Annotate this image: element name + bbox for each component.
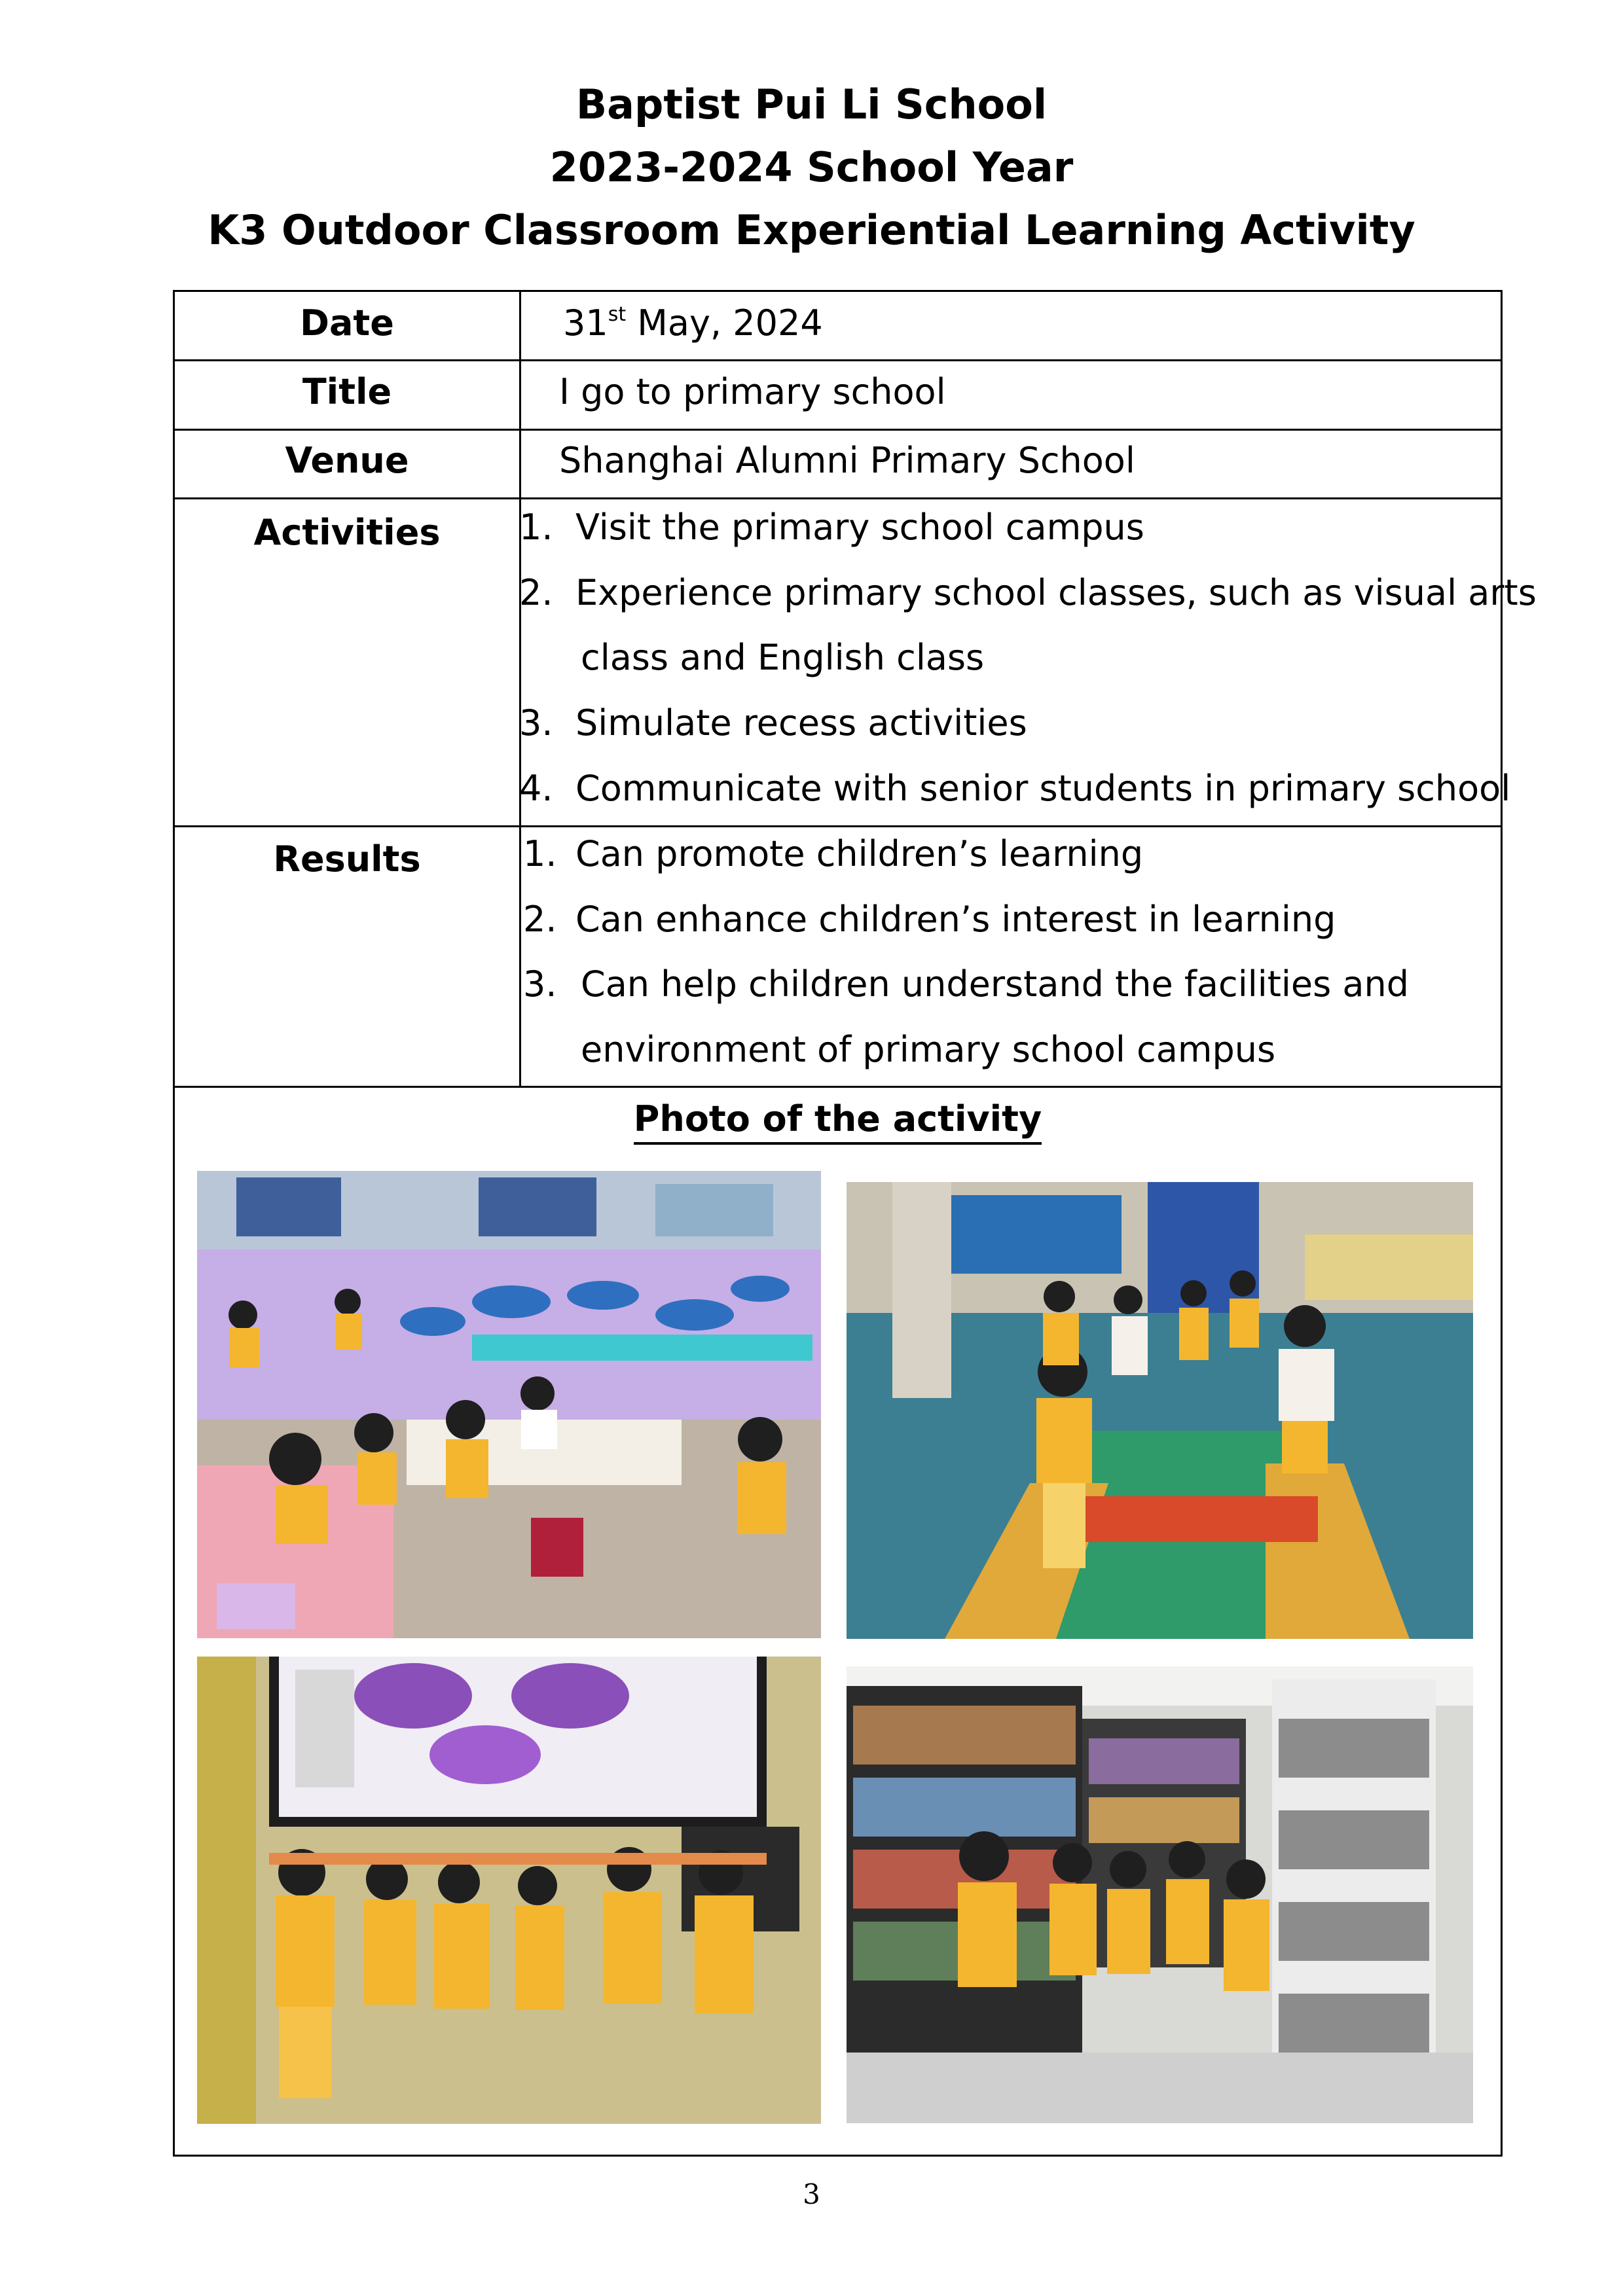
activity-item [519, 768, 1510, 809]
hopscotch-photo [847, 1182, 1473, 1639]
activity-text: class and English class [581, 637, 985, 678]
activity-title: K3 Outdoor Classroom Experiential Learning Activity [208, 206, 1415, 254]
activity-table [173, 290, 1537, 2157]
activity-text: Simulate recess activities [575, 702, 1027, 744]
date-rest: May, 2024 [626, 302, 823, 344]
library-photo [847, 1666, 1473, 2123]
result-number: 2. [523, 899, 557, 940]
column-divider [519, 292, 521, 1088]
result-number: 3. [523, 963, 557, 1005]
title-label: Title [302, 371, 392, 412]
result-item-continuation [581, 1029, 1275, 1070]
activity-number: 3. [519, 702, 553, 744]
visual-arts-photo [197, 1657, 821, 2124]
date-label: Date [300, 302, 394, 344]
row-divider [175, 359, 1501, 361]
hopscotch-photo-image [847, 1182, 1473, 1639]
date-suffix: st [608, 303, 627, 326]
row-divider [175, 497, 1501, 499]
title-value: I go to primary school [559, 371, 946, 412]
results-label: Results [273, 838, 421, 880]
classroom-photo-image [197, 1171, 821, 1638]
row-divider [175, 429, 1501, 431]
activity-number: 4. [519, 768, 553, 809]
photo-section-title [175, 1098, 1501, 1139]
page-number: 3 [803, 2178, 820, 2210]
result-text: Can promote children’s learning [575, 833, 1144, 874]
activity-number: 2. [519, 572, 553, 613]
activity-text: Communicate with senior students in primary school [575, 768, 1511, 809]
activities-label: Activities [253, 512, 441, 553]
library-photo-image [847, 1666, 1473, 2123]
activity-item [519, 572, 1537, 613]
result-text: environment of primary school campus [581, 1029, 1276, 1070]
photo-title-text: Photo of the activity [634, 1098, 1042, 1145]
document-header [0, 73, 1623, 262]
date-value [563, 302, 823, 344]
activity-item [519, 507, 1144, 548]
activity-number: 1. [519, 507, 553, 548]
date-day: 31 [563, 302, 608, 344]
result-text: Can help children understand the facilities and [581, 963, 1409, 1005]
result-text: Can enhance children’s interest in learning [575, 899, 1336, 940]
activity-item-continuation [581, 637, 984, 678]
result-item [523, 899, 1336, 940]
result-item [523, 963, 1409, 1005]
venue-value: Shanghai Alumni Primary School [559, 440, 1135, 481]
activity-text: Experience primary school classes, such as visual arts [575, 572, 1537, 613]
row-divider [175, 825, 1501, 827]
result-item [523, 833, 1143, 874]
visual-arts-photo-image [197, 1657, 821, 2124]
activity-item [519, 702, 1027, 744]
row-divider [175, 1086, 1501, 1088]
venue-label: Venue [285, 440, 409, 481]
classroom-photo [197, 1171, 821, 1638]
activity-text: Visit the primary school campus [575, 507, 1144, 548]
school-name: Baptist Pui Li School [575, 81, 1048, 128]
result-number: 1. [523, 833, 557, 874]
school-year: 2023-2024 School Year [549, 143, 1074, 191]
